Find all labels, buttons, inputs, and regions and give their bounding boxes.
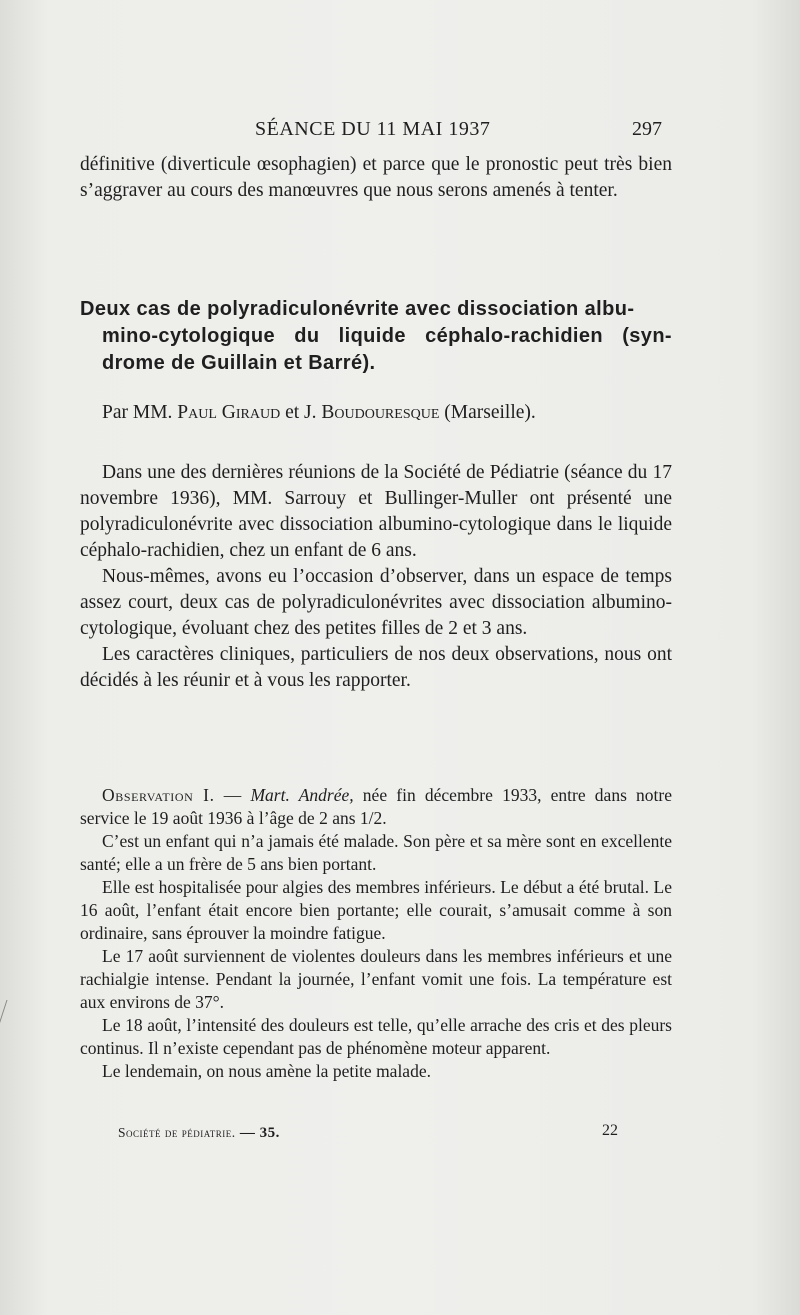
- footer-label: Société de pédiatrie.: [118, 1125, 236, 1140]
- authors-suffix: (Marseille).: [439, 402, 536, 423]
- page-footer: [118, 1122, 618, 1144]
- authors-mid: et J.: [280, 402, 322, 423]
- observation-dash: —: [214, 785, 251, 805]
- observation-paragraph-1: C’est un enfant qui n’a jamais été malade. Son père et sa mère sont en excellente santé; elle a un frère de 5 ans bien portant.: [80, 831, 672, 874]
- observation-label: Observation I.: [102, 785, 215, 805]
- body-paragraph-2: Nous-mêmes, avons eu l’occasion d’observer, dans un espace de temps assez court, deux cas de polyradiculonévrites avec dissociation albumino-cytologique, évoluant chez des petites filles de 2 et 3 ans.: [80, 566, 672, 639]
- continuation-paragraph: définitive (diverticule œsophagien) et parce que le pronostic peut très bien s’aggraver au cours des manœuvres que nous serons amenés à tenter.: [80, 154, 672, 201]
- body-text: [80, 460, 672, 694]
- margin-mark: [0, 1000, 21, 1040]
- observation-paragraph-5: Le lendemain, on nous amène la petite malade.: [102, 1061, 431, 1081]
- article-title: [80, 296, 672, 377]
- author-2: Boudouresque: [321, 402, 440, 423]
- body-paragraph-3: Les caractères cliniques, particuliers de nos deux observations, nous ont décidés à les réunir et à vous les rapporter.: [80, 644, 672, 691]
- observation-paragraph-4: Le 18 août, l’intensité des douleurs est telle, qu’elle arrache des cris et des pleurs continus. Il n’existe cependant pas de phénomène moteur apparent.: [80, 1015, 672, 1058]
- body-paragraph-1: Dans une des dernières réunions de la Société de Pédiatrie (séance du 17 novembre 1936), MM. Sarrouy et Bullinger-Muller ont présenté une polyradiculonévrite avec dissociation albumino-cytologique dans le liquide céphalo-rachidien, chez un enfant de 6 ans.: [80, 462, 672, 561]
- footer-number: — 35.: [235, 1125, 280, 1141]
- running-title: SÉANCE DU 11 MAI 1937: [255, 118, 491, 140]
- article-authors: [80, 400, 672, 426]
- observation-intro: [80, 784, 672, 830]
- observation-paragraph-3: Le 17 août surviennent de violentes douleurs dans les membres inférieurs et une rachialgie intense. Pendant la journée, l’enfant vomit une fois. La température est aux environs de 37°.: [80, 946, 672, 1012]
- continuation-block: [80, 152, 672, 204]
- article-title-line1: Deux cas de polyradiculonévrite avec dissociation albu-: [80, 298, 635, 320]
- patient-name: Mart. Andrée,: [250, 785, 354, 805]
- authors-prefix: Par MM.: [102, 402, 178, 423]
- page-number: 297: [632, 118, 662, 140]
- author-1: Paul Giraud: [177, 402, 281, 423]
- observation-intro-rest: née fin décembre 1933, entre dans notre service le 19 août 1936 à l’âge de 2 ans 1/2.: [80, 785, 673, 828]
- observation-block: [80, 784, 672, 1083]
- running-header: [80, 118, 672, 142]
- observation-paragraph-2: Elle est hospitalisée pour algies des membres inférieurs. Le début a été brutal. Le 16 août, l’enfant était encore bien portante; elle courait, s’amusait comme à son ordinaire, sans éprouver la moindre fatigue.: [80, 877, 672, 943]
- article-title-rest: mino-cytologique du liquide céphalo-rachidien (syn- drome de Guillain et Barré).: [102, 325, 672, 374]
- signature-mark: 22: [602, 1122, 618, 1139]
